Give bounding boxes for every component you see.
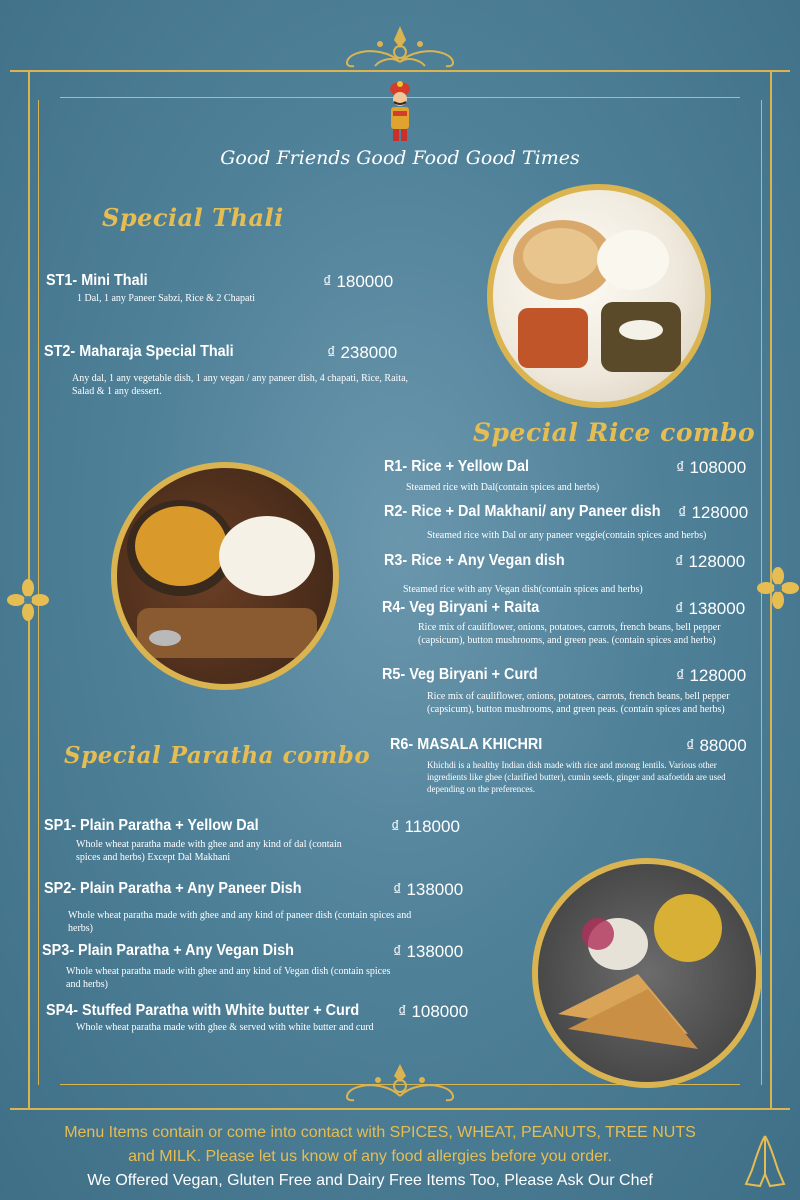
thali-item-1-desc: 1 Dal, 1 any Paneer Sabzi, Rice & 2 Chapati bbox=[77, 293, 256, 304]
rice-item-4-desc: Rice mix of cauliflower, onions, potatoes, carrots, french beans, bell pepper (capsicum), button mushrooms, and green peas. (contain spices and herbs) bbox=[418, 622, 721, 646]
section-title-rice: Special Rice combo bbox=[473, 418, 756, 447]
paratha-item-4-price: ₫ 108000 bbox=[398, 1002, 469, 1021]
paratha-item-2-price: ₫ 138000 bbox=[393, 880, 464, 899]
paratha-item-3-price: ₫ 138000 bbox=[393, 942, 464, 961]
paratha-item-1-price: ₫ 118000 bbox=[391, 817, 460, 836]
allergy-notice-line-1: Menu Items contain or come into contact with SPICES, WHEAT, PEANUTS, TREE NUTS bbox=[64, 1124, 696, 1141]
rice-item-1-name: R1- Rice + Yellow Dal bbox=[384, 458, 529, 475]
rice-item-1-price: ₫ 108000 bbox=[676, 458, 747, 477]
namaste-hands-icon bbox=[740, 1130, 790, 1190]
rice-item-1-desc: Steamed rice with Dal(contain spices and herbs) bbox=[406, 482, 600, 493]
bottom-border-line bbox=[10, 1108, 790, 1110]
vegan-notice: We Offered Vegan, Gluten Free and Dairy Free Items Too, Please Ask Our Chef bbox=[87, 1172, 653, 1189]
rice-item-6-desc: Khichdi is a healthy Indian dish made with rice and moong lentils. Various other ingredients like ghee (clarified butter), cumin seeds, ginger and asafoetida are used depending on the preferences. bbox=[427, 760, 726, 794]
dal-rice-photo bbox=[111, 462, 339, 690]
rice-item-6-price: ₫ 88000 bbox=[686, 736, 747, 755]
rice-item-6-name: R6- MASALA KHICHRI bbox=[390, 736, 543, 753]
rice-item-2-name: R2- Rice + Dal Makhani/ any Paneer dish bbox=[384, 503, 661, 520]
paratha-item-3-desc: Whole wheat paratha made with ghee and any kind of Vegan dish (contain spices and herbs) bbox=[66, 966, 391, 990]
paratha-photo bbox=[532, 858, 762, 1088]
paratha-item-4-name: SP4- Stuffed Paratha with White butter + Curd bbox=[46, 1002, 360, 1019]
thali-item-2-name: ST2- Maharaja Special Thali bbox=[44, 343, 234, 360]
paratha-item-1-name: SP1- Plain Paratha + Yellow Dal bbox=[44, 817, 259, 834]
thali-item-2-desc: Any dal, 1 any vegetable dish, 1 any vegan / any paneer dish, 4 chapati, Rice, Raita, Salad & 1 any dessert. bbox=[72, 373, 409, 397]
thali-item-2-price: ₫ 238000 bbox=[327, 343, 398, 362]
paratha-item-3-name: SP3- Plain Paratha + Any Vegan Dish bbox=[42, 942, 294, 959]
rice-item-5-price: ₫ 128000 bbox=[676, 666, 747, 685]
rice-item-2-desc: Steamed rice with Dal or any paneer veggie(contain spices and herbs) bbox=[427, 530, 707, 541]
top-border-line bbox=[10, 70, 790, 72]
side-ornament-left-icon bbox=[6, 578, 50, 622]
maharaja-mascot-icon bbox=[383, 80, 417, 144]
ornament-top-icon bbox=[330, 22, 470, 70]
thali-item-1-name: ST1- Mini Thali bbox=[46, 272, 148, 289]
rice-item-3-name: R3- Rice + Any Vegan dish bbox=[384, 552, 565, 569]
paratha-item-4-desc: Whole wheat paratha made with ghee & served with white butter and curd bbox=[76, 1022, 374, 1033]
rice-item-5-name: R5- Veg Biryani + Curd bbox=[382, 666, 538, 683]
thali-photo bbox=[487, 184, 711, 408]
section-title-paratha: Special Paratha combo bbox=[64, 742, 371, 769]
paratha-item-2-name: SP2- Plain Paratha + Any Paneer Dish bbox=[44, 880, 302, 897]
rice-item-3-price: ₫ 128000 bbox=[675, 552, 746, 571]
tagline: Good Friends Good Food Good Times bbox=[220, 147, 580, 169]
ornament-bottom-icon bbox=[330, 1062, 470, 1108]
rice-item-5-desc: Rice mix of cauliflower, onions, potatoes, carrots, french beans, bell pepper (capsicum), button mushrooms, and green peas. (contain spices and herbs) bbox=[427, 691, 730, 715]
rice-item-3-desc: Steamed rice with any Vegan dish(contain spices and herbs) bbox=[403, 584, 643, 595]
rice-item-2-price: ₫ 128000 bbox=[678, 503, 749, 522]
side-ornament-right-icon bbox=[756, 566, 800, 610]
allergy-notice-line-2: and MILK. Please let us know of any food allergies before you order. bbox=[128, 1148, 612, 1165]
paratha-item-2-desc: Whole wheat paratha made with ghee and any kind of paneer dish (contain spices and herbs) bbox=[68, 910, 412, 934]
paratha-item-1-desc: Whole wheat paratha made with ghee and any kind of dal (contain spices and herbs) Except Dal Makhani bbox=[76, 839, 342, 863]
rice-item-4-price: ₫ 138000 bbox=[675, 599, 746, 618]
thali-item-1-price: ₫ 180000 bbox=[323, 272, 394, 291]
section-title-thali: Special Thali bbox=[102, 203, 284, 232]
rice-item-4-name: R4- Veg Biryani + Raita bbox=[382, 599, 540, 616]
